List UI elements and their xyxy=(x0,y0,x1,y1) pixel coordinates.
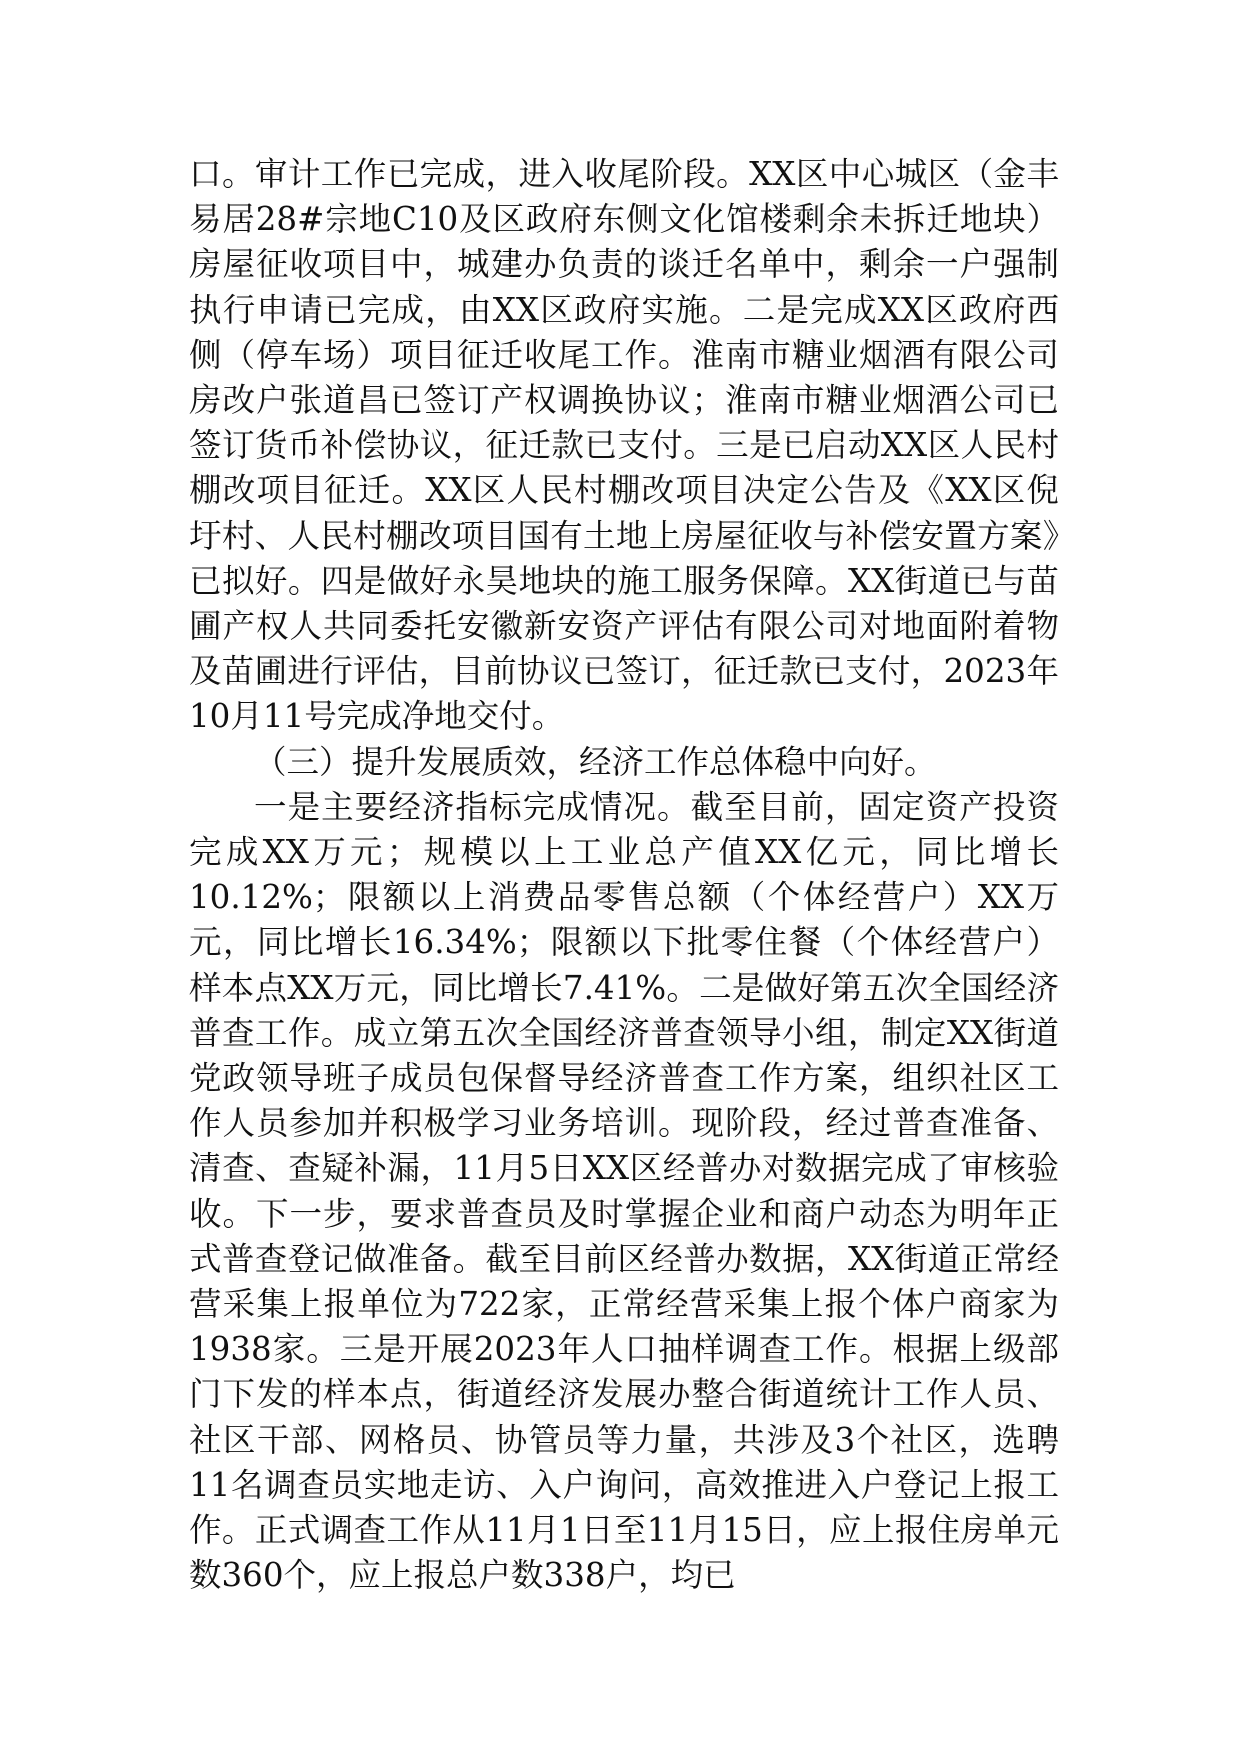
paragraph-continuation: 口。审计工作已完成，进入收尾阶段。XX区中心城区（金丰易居28#宗地C10及区政府东侧文化馆楼剩余未拆迁地块）房屋征收项目中，城建办负责的谈迁名单中，剩余一户强制执行申请已完成，由XX区政府实施。二是完成XX区政府西侧（停车场）项目征迁收尾工作。淮南市糖业烟酒有限公司房改户张道昌已签订产权调换协议；淮南市糖业烟酒公司已签订货币补偿协议，征迁款已支付。三是已启动XX区人民村棚改项目征迁。XX区人民村棚改项目决定公告及《XX区倪圩村、人民村棚改项目国有土地上房屋征收与补偿安置方案》已拟好。四是做好永昊地块的施工服务保障。XX街道已与苗圃产权人共同委托安徽新安资产评估有限公司对地面附着物及苗圃进行评估，目前协议已签订，征迁款已支付，2023年10月11号完成净地交付。 xyxy=(189,155,1059,736)
document-body xyxy=(189,152,1059,1599)
section-heading: （三）提升发展质效，经济工作总体稳中向好。 xyxy=(254,742,937,781)
paragraph-economic-work: 一是主要经济指标完成情况。截至目前，固定资产投资完成XX万元；规模以上工业总产值XX亿元，同比增长10.12%；限额以上消费品零售总额（个体经营户）XX万元，同比增长16.34%；限额以下批零住餐（个体经营户）样本点XX万元，同比增长7.41%。二是做好第五次全国经济普查工作。成立第五次全国经济普查领导小组，制定XX街道党政领导班子成员包保督导经济普查工作方案，组织社区工作人员参加并积极学习业务培训。现阶段，经过普查准备、清查、查疑补漏，11月5日XX区经普办对数据完成了审核验收。下一步，要求普查员及时掌握企业和商户动态为明年正式普查登记做准备。截至目前区经普办数据，XX街道正常经营采集上报单位为722家，正常经营采集上报个体户商家为1938家。三是开展2023年人口抽样调查工作。根据上级部门下发的样本点，街道经济发展办整合街道统计工作人员、社区干部、网格员、协管员等力量，共涉及3个社区，选聘11名调查员实地走访、入户询问，高效推进入户登记上报工作。正式调查工作从11月1日至11月15日，应上报住房单元数360个，应上报总户数338户，均已 xyxy=(189,787,1059,1595)
